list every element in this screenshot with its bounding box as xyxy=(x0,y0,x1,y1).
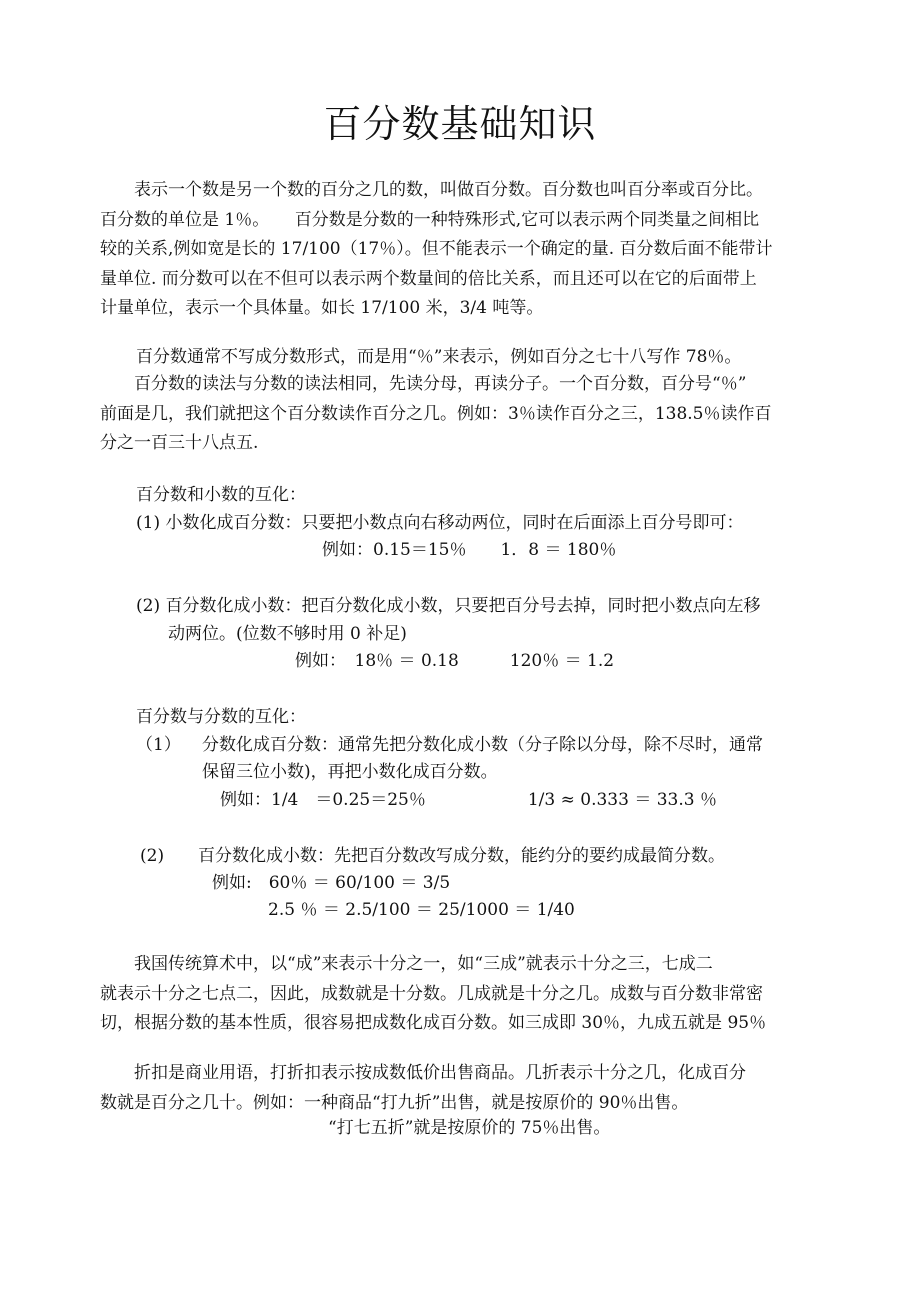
cheng-line: 就表示十分之七点二，因此，成数就是十分数。几成就是十分之几。成数与百分数非常密 xyxy=(100,983,763,1004)
reading-line: 前面是几，我们就把这个百分数读作百分之几。例如：3％读作百分之三，138.5％读作百 xyxy=(100,403,772,424)
discount-extra-line: “打七五折”就是按原价的 75％出售。 xyxy=(328,1118,611,1138)
fraction-item-1-text-1: 分数化成百分数：通常先把分数化成小数（分子除以分母，除不尽时，通常 xyxy=(202,735,763,755)
intro-line: 百分数的单位是 1％。 百分数是分数的一种特殊形式,它可以表示两个同类量之间相比 xyxy=(100,209,760,230)
decimal-item-2-text-1: (2) 百分数化成小数：把百分数化成小数，只要把百分号去掉，同时把小数点向左移 xyxy=(136,596,761,616)
fraction-item-2-example-2: 2.5 ％ ＝ 2.5/100 ＝ 25/1000 ＝ 1/40 xyxy=(268,900,575,920)
page-title: 百分数基础知识 xyxy=(323,102,597,146)
decimal-section-heading: 百分数和小数的互化： xyxy=(136,485,306,505)
fraction-item-2-example-1: 例如: 60％ ＝ 60/100 ＝ 3/5 xyxy=(212,873,451,893)
notation-paragraph: 百分数通常不写成分数形式，而是用“％”来表示，例如百分之七十八写作 78％。 xyxy=(136,347,742,367)
fraction-item-1-marker: （1） xyxy=(136,735,181,755)
intro-line: 计量单位，表示一个具体量。如长 17/100 米，3/4 吨等。 xyxy=(100,298,544,318)
decimal-item-2-example: 例如： 18％ ＝ 0.18 120％ ＝ 1.2 xyxy=(295,651,615,671)
fraction-item-1-text-2: 保留三位小数)，再把小数化成百分数。 xyxy=(202,762,498,782)
reading-line: 分之一百三十八点五. xyxy=(100,433,259,453)
intro-line: 表示一个数是另一个数的百分之几的数，叫做百分数。百分数也叫百分率或百分比。 xyxy=(100,180,763,200)
intro-line: 量单位. 而分数可以在不但可以表示两个数量间的倍比关系，而且还可以在它的后面带上 xyxy=(100,268,757,289)
decimal-item-1-text: (1) 小数化成百分数：只要把小数点向右移动两位，同时在后面添上百分号即可： xyxy=(136,513,744,533)
cheng-paragraph xyxy=(100,950,822,1039)
decimal-item-1-example: 例如：0.15＝15％ 1．8 ＝ 180％ xyxy=(322,540,617,560)
discount-line: 折扣是商业用语，打折扣表示按成数低价出售商品。几折表示十分之几，化成百分 xyxy=(100,1063,746,1083)
cheng-line: 我国传统算术中，以“成”来表示十分之一，如“三成”就表示十分之三，七成二 xyxy=(100,954,713,974)
reading-paragraph xyxy=(100,370,822,459)
intro-line: 较的关系,例如宽是长的 17/100（17％）。但不能表示一个确定的量. 百分数后面不能带计 xyxy=(100,239,773,259)
decimal-item-2-text-2: 动两位。(位数不够时用 0 补足) xyxy=(168,624,407,644)
discount-paragraph xyxy=(100,1059,822,1118)
fraction-item-2-text: 百分数化成小数：先把百分数改写成分数，能约分的要约成最简分数。 xyxy=(198,846,725,866)
intro-paragraph xyxy=(100,176,822,324)
fraction-section-heading: 百分数与分数的互化： xyxy=(136,707,306,727)
cheng-line: 切，根据分数的基本性质，很容易把成数化成百分数。如三成即 30％，九成五就是 95％ xyxy=(100,1013,767,1033)
fraction-item-1-example: 例如：1/4 ＝0.25＝25％ 1/3 ≈ 0.333 ＝ 33.3 ％ xyxy=(220,790,717,810)
discount-line: 数就是百分之几十。例如：一种商品“打九折”出售，就是按原价的 90％出售。 xyxy=(100,1092,689,1113)
reading-line: 百分数的读法与分数的读法相同，先读分母，再读分子。一个百分数，百分号“％” xyxy=(100,374,747,394)
fraction-item-2-marker: (2) xyxy=(140,846,165,866)
